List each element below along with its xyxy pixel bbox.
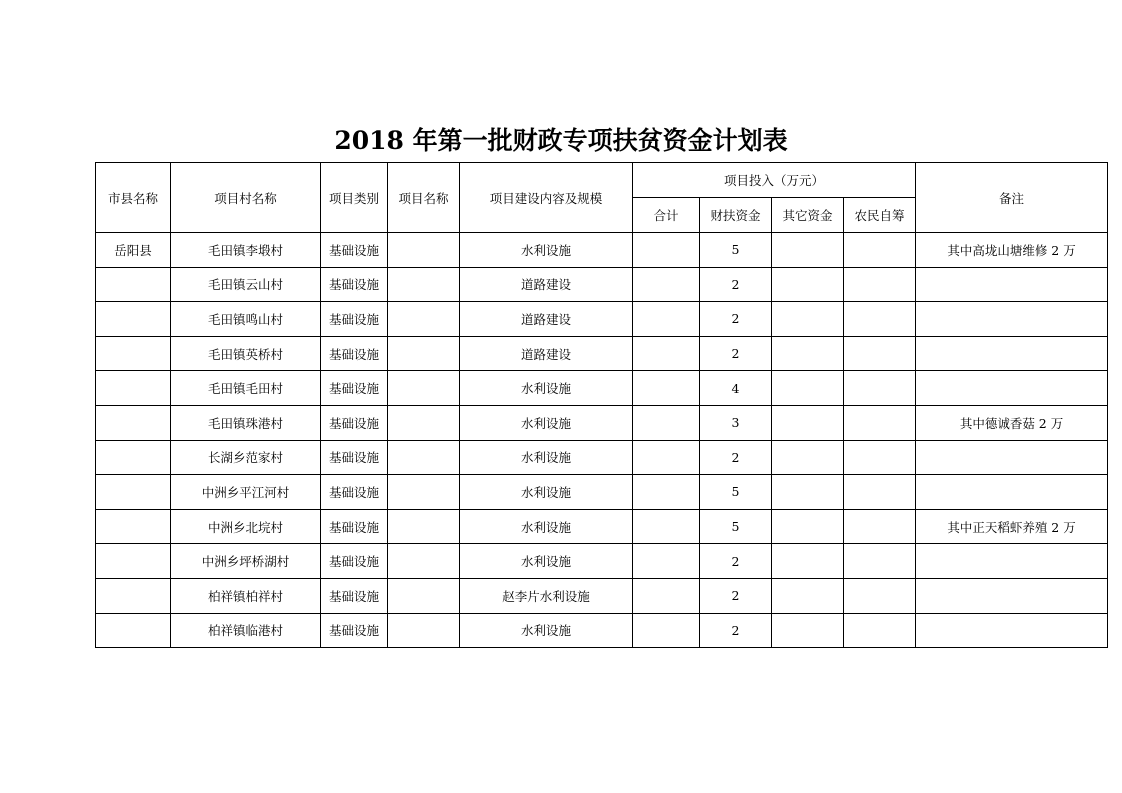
cell-farmer [844, 613, 916, 648]
header-farmer: 农民自筹 [844, 198, 916, 233]
cell-total [633, 440, 700, 475]
cell-village: 柏祥镇柏祥村 [171, 578, 321, 613]
header-row-1 [96, 163, 1108, 198]
cell-other [772, 578, 844, 613]
header-county: 市县名称 [96, 163, 171, 233]
cell-farmer [844, 544, 916, 579]
cell-category: 基础设施 [321, 544, 388, 579]
cell-fiscal: 2 [700, 302, 772, 337]
cell-total [633, 267, 700, 302]
cell-county [96, 405, 171, 440]
cell-content: 赵李片水利设施 [460, 578, 633, 613]
cell-remark [916, 267, 1108, 302]
cell-farmer [844, 267, 916, 302]
cell-farmer [844, 578, 916, 613]
cell-fiscal: 2 [700, 336, 772, 371]
cell-remark: 其中高垅山塘维修 2 万 [916, 233, 1108, 268]
cell-project-name [388, 475, 460, 510]
cell-county [96, 336, 171, 371]
cell-village: 中洲乡平江河村 [171, 475, 321, 510]
cell-remark [916, 302, 1108, 337]
cell-project-name [388, 267, 460, 302]
cell-project-name [388, 336, 460, 371]
cell-farmer [844, 440, 916, 475]
cell-content: 道路建设 [460, 267, 633, 302]
table-row [96, 475, 1108, 510]
cell-category: 基础设施 [321, 336, 388, 371]
cell-other [772, 613, 844, 648]
cell-farmer [844, 336, 916, 371]
cell-village: 柏祥镇临港村 [171, 613, 321, 648]
cell-remark [916, 544, 1108, 579]
table-row [96, 267, 1108, 302]
cell-remark [916, 475, 1108, 510]
cell-county [96, 509, 171, 544]
cell-content: 水利设施 [460, 509, 633, 544]
cell-category: 基础设施 [321, 578, 388, 613]
cell-village: 毛田镇英桥村 [171, 336, 321, 371]
table-row [96, 544, 1108, 579]
cell-category: 基础设施 [321, 613, 388, 648]
cell-content: 道路建设 [460, 302, 633, 337]
cell-content: 道路建设 [460, 336, 633, 371]
cell-fiscal: 2 [700, 267, 772, 302]
cell-county [96, 371, 171, 406]
header-total: 合计 [633, 198, 700, 233]
cell-village: 毛田镇云山村 [171, 267, 321, 302]
cell-village: 毛田镇鸣山村 [171, 302, 321, 337]
cell-other [772, 440, 844, 475]
cell-farmer [844, 233, 916, 268]
cell-county: 岳阳县 [96, 233, 171, 268]
cell-farmer [844, 371, 916, 406]
header-investment: 项目投入（万元） [633, 163, 916, 198]
header-fiscal: 财扶资金 [700, 198, 772, 233]
cell-project-name [388, 371, 460, 406]
table-row [96, 440, 1108, 475]
cell-fiscal: 2 [700, 578, 772, 613]
cell-remark [916, 371, 1108, 406]
cell-total [633, 509, 700, 544]
cell-remark: 其中正天稻虾养殖 2 万 [916, 509, 1108, 544]
cell-content: 水利设施 [460, 613, 633, 648]
cell-fiscal: 2 [700, 440, 772, 475]
cell-project-name [388, 613, 460, 648]
cell-project-name [388, 544, 460, 579]
cell-category: 基础设施 [321, 267, 388, 302]
cell-remark [916, 336, 1108, 371]
cell-category: 基础设施 [321, 509, 388, 544]
table-row [96, 613, 1108, 648]
cell-remark [916, 440, 1108, 475]
cell-village: 毛田镇珠港村 [171, 405, 321, 440]
cell-total [633, 336, 700, 371]
table-row [96, 336, 1108, 371]
table-row [96, 302, 1108, 337]
cell-other [772, 371, 844, 406]
cell-farmer [844, 302, 916, 337]
cell-other [772, 336, 844, 371]
cell-county [96, 267, 171, 302]
cell-category: 基础设施 [321, 233, 388, 268]
cell-fiscal: 2 [700, 613, 772, 648]
cell-total [633, 578, 700, 613]
cell-other [772, 233, 844, 268]
cell-fiscal: 4 [700, 371, 772, 406]
cell-fiscal: 3 [700, 405, 772, 440]
header-village: 项目村名称 [171, 163, 321, 233]
cell-category: 基础设施 [321, 371, 388, 406]
cell-content: 水利设施 [460, 544, 633, 579]
table-row [96, 233, 1108, 268]
cell-total [633, 302, 700, 337]
cell-total [633, 475, 700, 510]
cell-remark [916, 578, 1108, 613]
cell-content: 水利设施 [460, 440, 633, 475]
cell-other [772, 475, 844, 510]
cell-content: 水利设施 [460, 233, 633, 268]
header-content: 项目建设内容及规模 [460, 163, 633, 233]
funding-plan-table [95, 162, 1108, 648]
cell-farmer [844, 405, 916, 440]
header-category: 项目类别 [321, 163, 388, 233]
cell-category: 基础设施 [321, 302, 388, 337]
cell-remark [916, 613, 1108, 648]
cell-fiscal: 5 [700, 509, 772, 544]
table-row [96, 371, 1108, 406]
cell-village: 中洲乡坪桥湖村 [171, 544, 321, 579]
cell-project-name [388, 405, 460, 440]
cell-content: 水利设施 [460, 475, 633, 510]
cell-total [633, 613, 700, 648]
cell-other [772, 544, 844, 579]
cell-project-name [388, 440, 460, 475]
cell-category: 基础设施 [321, 405, 388, 440]
cell-project-name [388, 302, 460, 337]
cell-county [96, 544, 171, 579]
cell-other [772, 302, 844, 337]
cell-fiscal: 5 [700, 475, 772, 510]
cell-content: 水利设施 [460, 371, 633, 406]
table-row [96, 509, 1108, 544]
cell-village: 毛田镇李塅村 [171, 233, 321, 268]
page-title: 2018 年第一批财政专项扶贫资金计划表 [334, 126, 788, 155]
cell-category: 基础设施 [321, 440, 388, 475]
cell-total [633, 233, 700, 268]
cell-remark: 其中德诚香菇 2 万 [916, 405, 1108, 440]
cell-county [96, 475, 171, 510]
cell-project-name [388, 578, 460, 613]
cell-fiscal: 5 [700, 233, 772, 268]
cell-content: 水利设施 [460, 405, 633, 440]
cell-project-name [388, 509, 460, 544]
cell-county [96, 613, 171, 648]
cell-village: 长湖乡范家村 [171, 440, 321, 475]
cell-other [772, 267, 844, 302]
cell-other [772, 405, 844, 440]
cell-farmer [844, 509, 916, 544]
cell-county [96, 302, 171, 337]
header-project-name: 项目名称 [388, 163, 460, 233]
cell-county [96, 440, 171, 475]
cell-other [772, 509, 844, 544]
cell-village: 中洲乡北垸村 [171, 509, 321, 544]
table-row [96, 405, 1108, 440]
cell-project-name [388, 233, 460, 268]
cell-village: 毛田镇毛田村 [171, 371, 321, 406]
cell-county [96, 578, 171, 613]
cell-farmer [844, 475, 916, 510]
cell-fiscal: 2 [700, 544, 772, 579]
cell-total [633, 371, 700, 406]
header-remark: 备注 [916, 163, 1108, 233]
cell-total [633, 544, 700, 579]
cell-category: 基础设施 [321, 475, 388, 510]
header-other: 其它资金 [772, 198, 844, 233]
table-row [96, 578, 1108, 613]
cell-total [633, 405, 700, 440]
